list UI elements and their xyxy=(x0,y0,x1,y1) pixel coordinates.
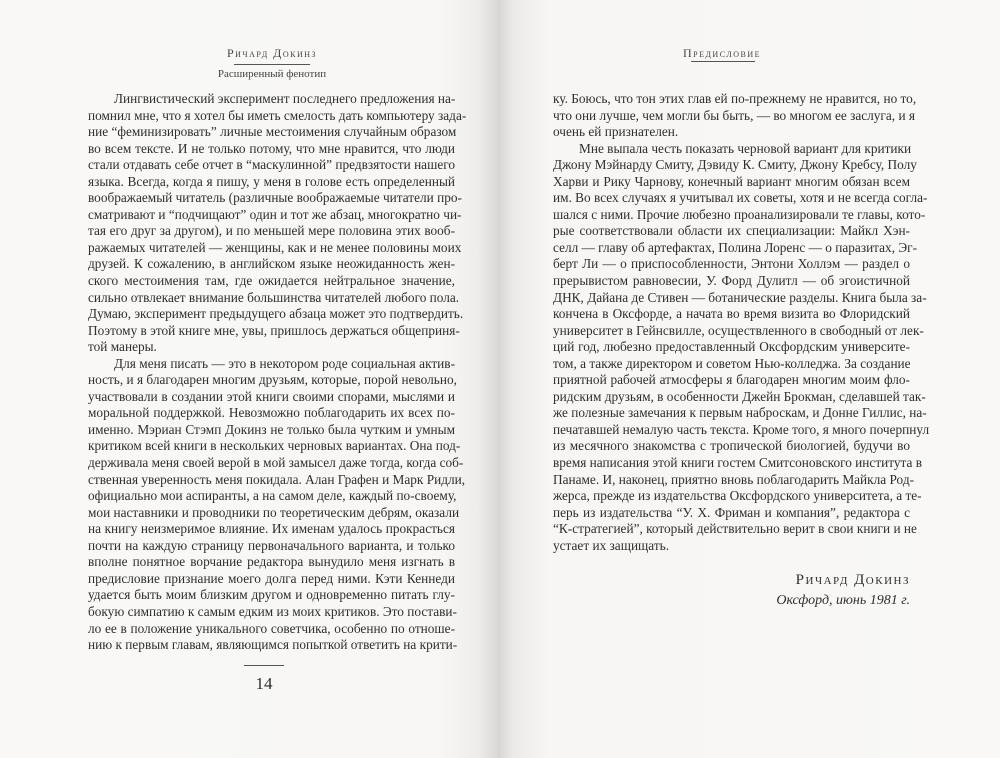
running-head-title: Расширенный фенотип xyxy=(217,68,327,80)
signature xyxy=(776,572,910,609)
text-line: время написания этой книги гостем Смитсоновского института в xyxy=(553,455,923,471)
text-line: именно. Мэриан Стэмп Докинз не только была чутким и умным xyxy=(88,421,455,437)
text-line: кончена в Оксфорде, а начата во время визита во Флоридский xyxy=(553,306,910,322)
text-line: печатавшей немалую часть текста. Кроме того, я много почерпнул xyxy=(553,421,930,437)
text-line: Мне выпала честь показать черновой вариант для критики xyxy=(579,140,912,156)
text-line: ку. Боюсь, что тон этих глав ей по-прежнему не нравится, но то, xyxy=(553,91,917,106)
text-line: ние “феминизировать” личные местоимения случайным образом xyxy=(88,124,457,140)
page-number: 14 xyxy=(255,674,273,693)
left-body-text xyxy=(88,91,467,654)
text-line: Джону Мэйнарду Смиту, Дэвиду К. Смиту, Джону Кребсу, Полу xyxy=(553,157,917,173)
text-line: ственная уверенность меня покидала. Алан Графен и Марк Ридли, xyxy=(88,471,466,487)
text-line: Поэтому в этой книге мне, увы, пришлось держаться общеприня- xyxy=(88,322,460,338)
header-rule xyxy=(691,61,755,62)
text-line: ло ее в положение уникального советчика, особенно по отноше- xyxy=(88,620,455,636)
text-line: ражаемых читателей — женщины, как и не менее половины моих xyxy=(88,239,462,255)
text-line: помнил мне, что я хотел бы иметь смелость дать компьютеру зада- xyxy=(88,107,467,123)
text-line: Лингвистический эксперимент последнего предложения на- xyxy=(114,91,456,106)
text-line: что они лучше, чем могли бы быть, — во многом ее заслуга, и я xyxy=(553,107,915,123)
text-line: прерывистом равновесии, У. Форд Дулитл — об эгоистичной xyxy=(553,273,910,289)
text-line: участвовали в создании этой книги своими спорами, мыслями и xyxy=(88,388,455,404)
text-line: сматривают и “подчищают” один и тот же абзац, многократно чи- xyxy=(88,206,462,222)
text-line: ность, и я благодарен многим друзьям, которые, порой невольно, xyxy=(88,372,457,388)
text-line: ского местоимения там, где ожидается нейтральное значение, xyxy=(88,273,455,289)
text-line: шался с ними. Прочие любезно проанализировали те главы, кото- xyxy=(553,206,926,222)
left-page xyxy=(0,0,498,758)
text-line: устает их защищать. xyxy=(553,537,670,553)
text-line: удается быть моим близким другом и одновременно питать глу- xyxy=(88,587,455,603)
text-line: перь из издательства “У. Х. Фриман и компания”, редактора с xyxy=(553,504,910,520)
text-line: ридским друзьям, в особенности Джейн Брокман, сделавшей так- xyxy=(553,388,926,404)
text-line: моральной поддержкой. Невозможно поблагодарить их всех по- xyxy=(88,405,455,421)
running-head-author: Ричард Докинз xyxy=(226,46,318,60)
text-line: Панаме. И, наконец, приятно вновь поблагодарить Майкла Род- xyxy=(553,471,915,487)
text-line: ций год, любезно предоставленный Оксфордским университе- xyxy=(553,339,910,355)
text-line: мои наставники и проводники по теоретическим дебрям, оказали xyxy=(88,504,460,520)
text-line: почти на каждую страницу первоначального варианта, и только xyxy=(88,537,455,553)
text-line: Харви и Рику Чарнову, конечный вариант многим обязан всем xyxy=(553,173,910,189)
text-line: из месячного знакомства с тропической биологией, будучи во xyxy=(553,438,910,454)
text-line: предисловие признание моего долга перед ними. Кэти Кеннеди xyxy=(88,570,455,586)
text-line: селл — главу об артефактах, Полина Лоренс — о паразитах, Эг- xyxy=(553,239,918,255)
text-line: Думаю, эксперимент предыдущего абзаца может это подтвердить. xyxy=(88,306,464,322)
text-line: тая его друг за другом), и по меньшей мере половина этих вооб- xyxy=(88,223,455,239)
text-line: держивала меня своей верой в мой замысел даже тогда, когда соб- xyxy=(88,455,464,471)
text-line: жерса, прежде из издательства Оксфордского университета, а те- xyxy=(553,488,922,504)
text-line: нию к первым главам, являющимся попыткой ответить на крити- xyxy=(88,637,458,653)
text-line: ДНК, Дайана де Стивен — ботанические разделы. Книга была за- xyxy=(553,289,927,305)
text-line: берт Ли — о приспособленности, Энтони Холлэм — раздел о xyxy=(553,256,910,272)
text-line: им. Во всех случаях я учитывал их советы, хотя и не всегда согла- xyxy=(553,190,928,206)
text-line: рые соответствовали области их специализации: Майкл Хэн- xyxy=(553,223,910,239)
text-line: той манеры. xyxy=(88,339,157,355)
right-body-text xyxy=(553,91,930,554)
text-line: языка. Всегда, когда я пишу, у меня в голове есть определенный xyxy=(88,173,455,189)
text-line: во всем тексте. И не только потому, что мне нравится, что люди xyxy=(88,140,455,156)
text-line: Для меня писать — это в некотором роде социальная актив- xyxy=(114,355,455,371)
text-line: сильно отвлекает внимание большинства читателей любого пола. xyxy=(88,289,460,305)
text-line: вполне понятное ворчание редактора вынудило меня изгнать в xyxy=(88,554,455,570)
running-head-chapter: Предисловие xyxy=(682,46,762,60)
signature-place-date: Оксфорд, июнь 1981 г. xyxy=(776,593,910,608)
text-line: стали отдавать себе отчет в “маскулинной” предвзятости нашего xyxy=(88,157,455,173)
text-line: приятной рабочей атмосферы я благодарен многим моим фло- xyxy=(553,372,910,388)
text-line: “К-стратегией”, который действительно верит в свои книги и не xyxy=(553,521,917,537)
text-line: очень ей признателен. xyxy=(553,124,679,140)
text-line: друзей. К сожалению, в английском языке неожиданность жен- xyxy=(88,256,455,272)
text-line: том, а также директором и советом Нью-колледжа. За создание xyxy=(553,355,911,371)
right-page xyxy=(498,0,1000,758)
text-line: бокую симпатию к самым едким из моих критиков. Это постави- xyxy=(88,603,457,619)
text-line: университет в Гейнсвилле, осуществленного в свободный от лек- xyxy=(553,322,924,338)
header-rule xyxy=(234,64,310,65)
text-line: же полезные замечания к первым наброскам, и Донне Гиллис, на- xyxy=(553,405,927,421)
text-line: на книгу неизмеримое влияние. Их именам удалось прокрасться xyxy=(88,521,455,537)
text-line: критиком всей книги в нескольких черновых вариантах. Она под- xyxy=(88,438,461,454)
text-line: воображаемый читатель (различные воображаемые читатели про- xyxy=(88,190,462,206)
signature-name: Ричард Докинз xyxy=(795,572,910,588)
text-line: официально мои аспиранты, а на самом деле, каждый по-своему, xyxy=(88,488,457,504)
footer-rule xyxy=(244,665,284,666)
